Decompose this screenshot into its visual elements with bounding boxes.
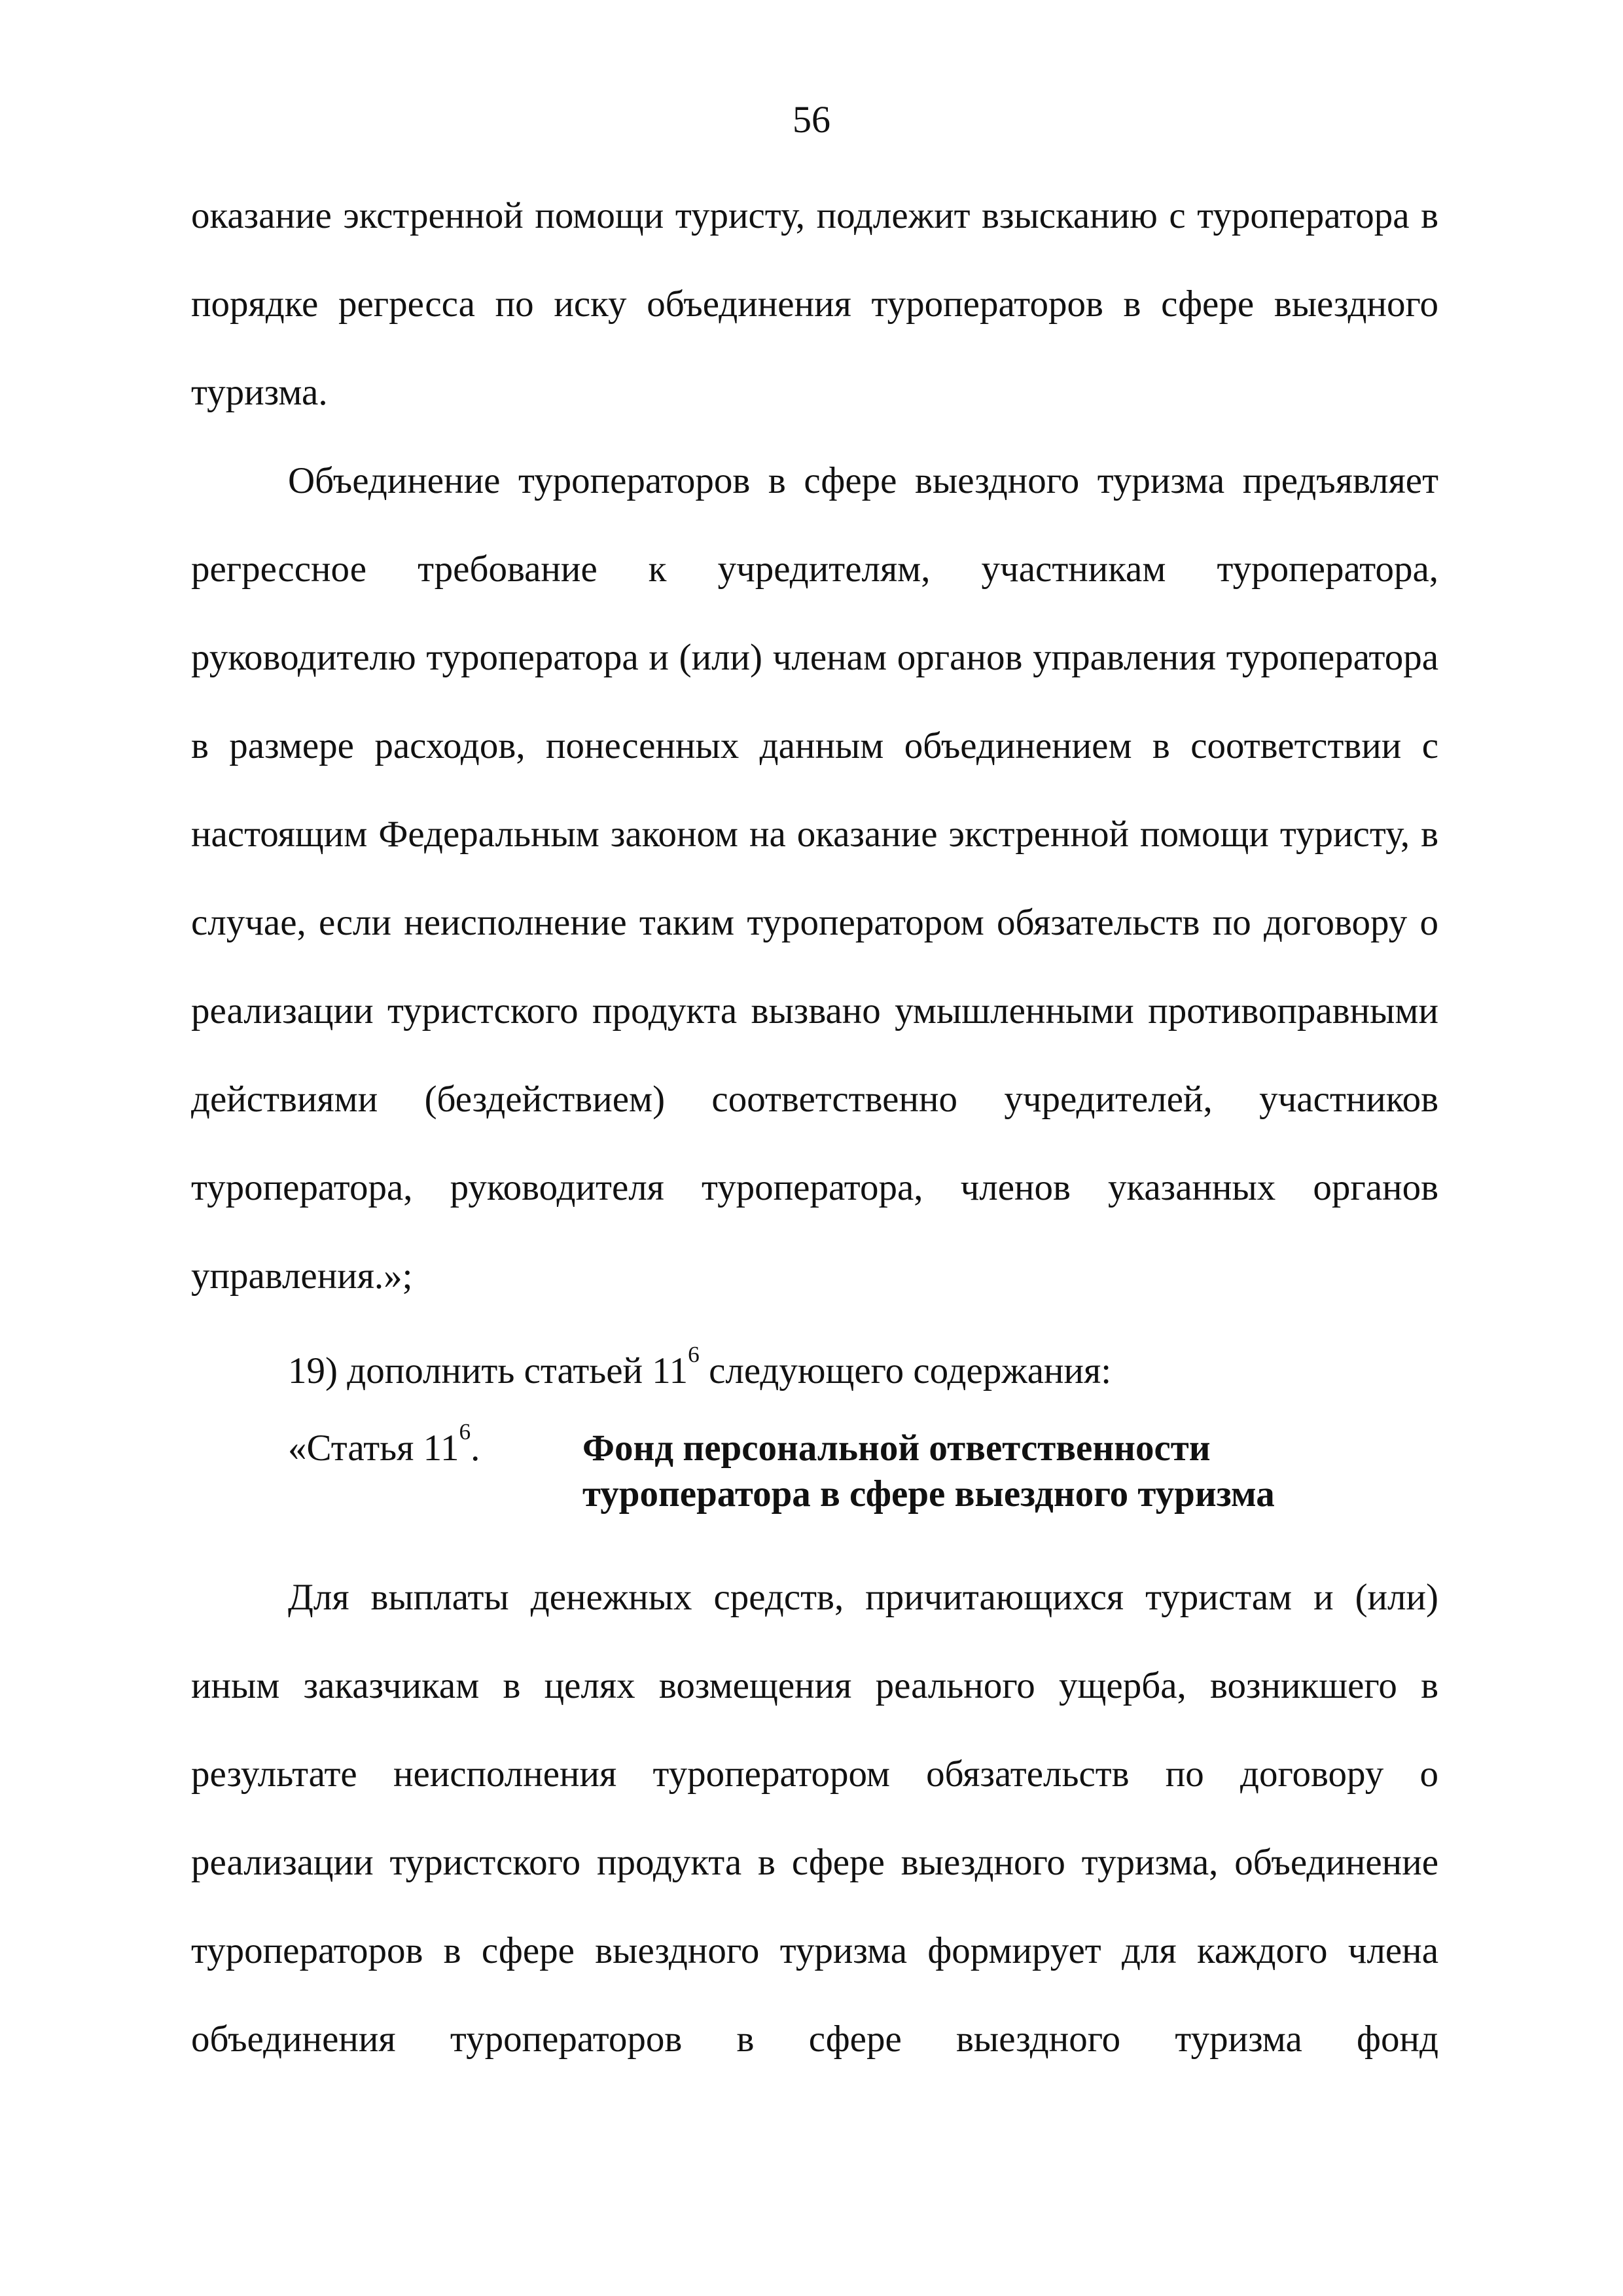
- page-number: 56: [793, 98, 830, 141]
- article-label-prefix: «Статья 11: [288, 1427, 459, 1469]
- paragraph-continuation: [191, 171, 1438, 437]
- article-title: [582, 1426, 1433, 1517]
- paragraph-regress: [191, 437, 1438, 1320]
- amendment-prefix: 19) дополнить статьей 11: [288, 1350, 688, 1391]
- article-label-suffix: .: [471, 1427, 480, 1469]
- paragraph-regress-text: Объединение туроператоров в сфере выездного туризма предъявляет регрессное требование к учредителям, участникам туроператора, руководителю туроператора и (или) членам органов управления туроператора в размере расходов, понесенных данным объединением в соответствии с настоящим Федеральным законом на оказание экстренной помощи туристу, в случае, если неисполнение таким туроператором обязательств по договору о реализации туристского продукта вызвано умышленными противоправными действиями (бездействием) соответственно учредителей, участников туроператора, руководителя туроператора, членов указанных органов управления.»;: [191, 460, 1438, 1297]
- paragraph-fund-text: Для выплаты денежных средств, причитающихся туристам и (или) иным заказчикам в целях возмещения реального ущерба, возникшего в результате неисполнения туроператором обязательств по договору о реализации туристского продукта в сфере выездного туризма, объединение туроператоров в сфере выездного туризма формирует для каждого члена объединения туроператоров в сфере выездного туризма фонд: [191, 1577, 1438, 2060]
- amendment-line: [288, 1327, 1440, 1415]
- article-label: [288, 1419, 480, 1471]
- amendment-sup: 6: [688, 1342, 700, 1368]
- paragraph-fund: [191, 1553, 1438, 2083]
- article-label-sup: 6: [459, 1419, 471, 1445]
- amendment-text: [288, 1327, 1440, 1415]
- amendment-suffix: следующего содержания:: [699, 1350, 1112, 1391]
- article-title-line1: Фонд персональной ответственности: [582, 1427, 1211, 1469]
- paragraph-continuation-text: оказание экстренной помощи туристу, подлежит взысканию с туроператора в порядке регресса по иску объединения туроператоров в сфере выездного туризма.: [191, 195, 1438, 413]
- article-title-line2: туроператора в сфере выездного туризма: [582, 1473, 1275, 1515]
